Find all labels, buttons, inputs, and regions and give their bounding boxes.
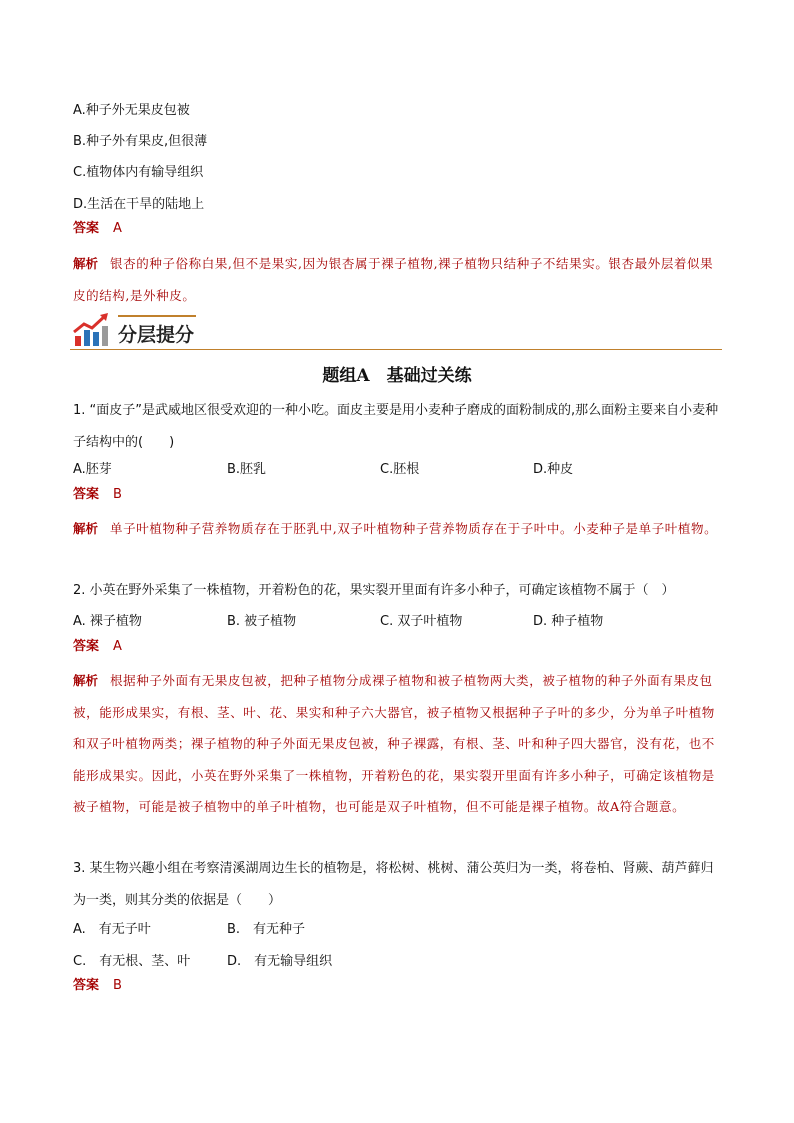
prev-option-a: A.种子外无果皮包被 [73,103,190,118]
prev-option-c: C.植物体内有输导组织 [73,165,204,180]
q2-option-a: A. 裸子植物 [73,614,142,629]
q3-option-a: A. 有无子叶 [73,922,151,937]
section-header [70,310,722,350]
q1-answer [73,487,122,503]
answer-value: A [113,221,122,236]
answer-label: 答案 [73,639,100,654]
q3-option-c: C. 有无根、茎、叶 [73,954,191,969]
q2-option-b: B. 被子植物 [227,614,297,629]
question-2-stem: 2. 小英在野外采集了一株植物，开着粉色的花，果实裂开里面有许多小种子，可确定该植物不属于（ ） [73,583,675,598]
explanation-label: 解析 [73,521,99,536]
q3-option-d: D. 有无输导组织 [227,954,333,969]
q3-option-b: B. 有无种子 [227,922,306,937]
q2-option-c: C. 双子叶植物 [380,614,463,629]
q1-option-c: C.胚根 [380,462,420,477]
prev-explanation [73,248,723,311]
answer-label: 答案 [73,221,100,236]
group-title: 题组A 基础过关练 [322,366,472,386]
explanation-label: 解析 [73,256,99,271]
q1-explanation [73,513,723,545]
question-1-stem: 1. “面皮子”是武威地区很受欢迎的一种小吃。面皮主要是用小麦种子磨成的面粉制成的,那么面粉主要来自小麦种子结构中的( ) [73,403,719,450]
answer-value: B [113,978,122,993]
answer-value: B [113,487,122,502]
rising-chart-icon [72,312,110,348]
answer-value: A [113,639,122,654]
section-title: 分层提分 [118,324,195,346]
question-3-stem: 3. 某生物兴趣小组在考察清溪湖周边生长的植物是，将松树、桃树、蒲公英归为一类，将卷柏、肾蕨、葫芦藓归为一类，则其分类的依据是（ ） [73,861,714,908]
q1-option-b: B.胚乳 [227,462,267,477]
q2-answer [73,639,122,655]
prev-option-d: D.生活在干旱的陆地上 [73,197,205,212]
explanation-text: 银杏的种子俗称白果,但不是果实,因为银杏属于裸子植物,裸子植物只结种子不结果实。银杏最外层着似果皮的结构,是外种皮。 [73,256,714,303]
explanation-text: 单子叶植物种子营养物质存在于胚乳中,双子叶植物种子营养物质存在于子叶中。小麦种子是单子叶植物。 [110,521,718,536]
q2-explanation [73,665,723,823]
explanation-text: 根据种子外面有无果皮包被，把种子植物分成裸子植物和被子植物两大类，被子植物的种子外面有果皮包被，能形成果实，有根、茎、叶、花、果实和种子六大器官，被子植物又根据种子子叶的多少，分为单子叶植物和双子叶植物两类；裸子植物的种子外面无果皮包被，种子裸露，有根、茎、叶和种子四大器官，没有花，也不能形成果实。因此，小英在野外采集了一株植物，开着粉色的花，果实裂开里面有许多小种子，可确定该植物是被子植物，可能是被子植物中的单子叶植物，也可能是双子叶植物，但不可能是裸子植物。故A符合题意。 [73,673,715,814]
q1-option-a: A.胚芽 [73,462,112,477]
answer-label: 答案 [73,978,100,993]
q2-option-d: D. 种子植物 [533,614,604,629]
explanation-label: 解析 [73,673,99,688]
q1-option-d: D.种皮 [533,462,574,477]
prev-answer [73,221,122,237]
prev-option-b: B.种子外有果皮,但很薄 [73,134,208,149]
answer-label: 答案 [73,487,100,502]
q3-answer [73,978,122,994]
